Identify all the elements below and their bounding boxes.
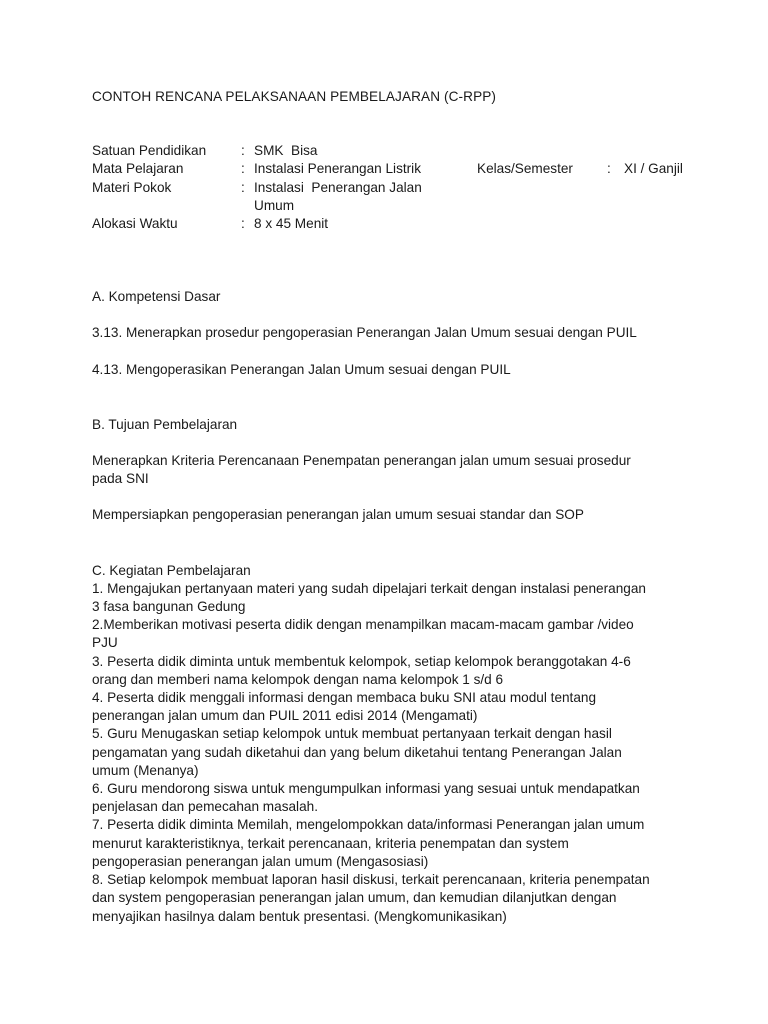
identity-block <box>92 142 692 233</box>
kegiatan-line: 3. Peserta didik diminta untuk membentuk kelompok, setiap kelompok beranggotakan 4-6 <box>92 653 631 669</box>
alokasi-label: Alokasi Waktu <box>92 216 178 232</box>
kegiatan-line: 2.Memberikan motivasi peserta didik dengan menampilkan macam-macam gambar /video <box>92 617 634 633</box>
mapel-label: Mata Pelajaran <box>92 161 184 177</box>
colon: : <box>241 216 245 232</box>
kegiatan-line: penerangan jalan umum dan PUIL 2011 edisi 2014 (Mengamati) <box>92 708 478 724</box>
mapel-value: Instalasi Penerangan Listrik <box>254 161 421 177</box>
section-b-heading: B. Tujuan Pembelajaran <box>92 416 238 432</box>
section-kompetensi-dasar <box>92 288 692 379</box>
kegiatan-line: menurut karakteristiknya, terkait perencanaan, kriteria penempatan dan system <box>92 835 569 851</box>
identity-row-mapel <box>92 160 692 178</box>
kd-item-3-13: 3.13. Menerapkan prosedur pengoperasian Penerangan Jalan Umum sesuai dengan PUIL <box>92 325 637 341</box>
kegiatan-line: menyajikan hasilnya dalam bentuk presentasi. (Mengkomunikasikan) <box>92 908 507 924</box>
tujuan-item-1-line2: pada SNI <box>92 471 149 487</box>
colon: : <box>607 161 611 177</box>
satuan-label: Satuan Pendidikan <box>92 143 207 159</box>
document-page <box>92 88 692 926</box>
kegiatan-line: 1. Mengajukan pertanyaan materi yang sudah dipelajari terkait dengan instalasi penerangan <box>92 580 646 596</box>
colon: : <box>241 143 245 159</box>
kelas-semester-label: Kelas/Semester <box>477 161 573 177</box>
alokasi-value: 8 x 45 Menit <box>254 216 329 232</box>
satuan-value: SMK Bisa <box>254 143 318 159</box>
identity-row-satuan <box>92 142 692 160</box>
identity-row-materi-cont <box>92 197 692 215</box>
kd-item-4-13: 4.13. Mengoperasikan Penerangan Jalan Umum sesuai dengan PUIL <box>92 361 511 377</box>
identity-row-materi <box>92 179 692 197</box>
kelas-semester-value: XI / Ganjil <box>624 161 683 177</box>
identity-row-alokasi <box>92 215 692 233</box>
kegiatan-line: 8. Setiap kelompok membuat laporan hasil diskusi, terkait perencanaan, kriteria penempatan <box>92 872 650 888</box>
colon: : <box>241 161 245 177</box>
kegiatan-line: 6. Guru mendorong siswa untuk mengumpulkan informasi yang sesuai untuk mendapatkan <box>92 781 640 797</box>
colon: : <box>241 179 245 195</box>
kegiatan-line: penjelasan dan pemecahan masalah. <box>92 799 318 815</box>
kegiatan-line: PJU <box>92 635 118 651</box>
tujuan-item-1 <box>92 452 692 488</box>
kegiatan-line: pengoperasian penerangan jalan umum (Mengasosiasi) <box>92 853 429 869</box>
materi-label: Materi Pokok <box>92 179 172 195</box>
kegiatan-line: umum (Menanya) <box>92 762 199 778</box>
materi-value-line2: Umum <box>254 197 295 213</box>
section-c-heading: C. Kegiatan Pembelajaran <box>92 562 251 578</box>
document-title: CONTOH RENCANA PELAKSANAAN PEMBELAJARAN (C-RPP) <box>92 89 497 104</box>
tujuan-item-2: Mempersiapkan pengoperasian penerangan jalan umum sesuai standar dan SOP <box>92 507 584 523</box>
kegiatan-line: 5. Guru Menugaskan setiap kelompok untuk membuat pertanyaan terkait dengan hasil <box>92 726 612 742</box>
tujuan-item-1-line1: Menerapkan Kriteria Perencanaan Penempatan penerangan jalan umum sesuai prosedur <box>92 453 631 469</box>
kegiatan-line: 7. Peserta didik diminta Memilah, mengelompokkan data/informasi Penerangan jalan umum <box>92 817 645 833</box>
materi-value <box>254 179 422 197</box>
kegiatan-list <box>92 580 692 926</box>
kegiatan-line: pengamatan yang sudah diketahui dan yang belum diketahui tentang Penerangan Jalan <box>92 744 622 760</box>
section-a-heading: A. Kompetensi Dasar <box>92 289 221 305</box>
kegiatan-line: 4. Peserta didik menggali informasi dengan membaca buku SNI atau modul tentang <box>92 690 597 706</box>
section-tujuan-pembelajaran <box>92 416 692 525</box>
kegiatan-line: dan system pengoperasian penerangan jalan umum, dan kemudian dilanjutkan dengan <box>92 890 617 906</box>
section-kegiatan-pembelajaran <box>92 562 692 926</box>
kegiatan-line: orang dan memberi nama kelompok dengan nama kelompok 1 s/d 6 <box>92 671 504 687</box>
materi-value-line1: Instalasi Penerangan Jalan <box>254 179 422 195</box>
kegiatan-line: 3 fasa bangunan Gedung <box>92 599 246 615</box>
